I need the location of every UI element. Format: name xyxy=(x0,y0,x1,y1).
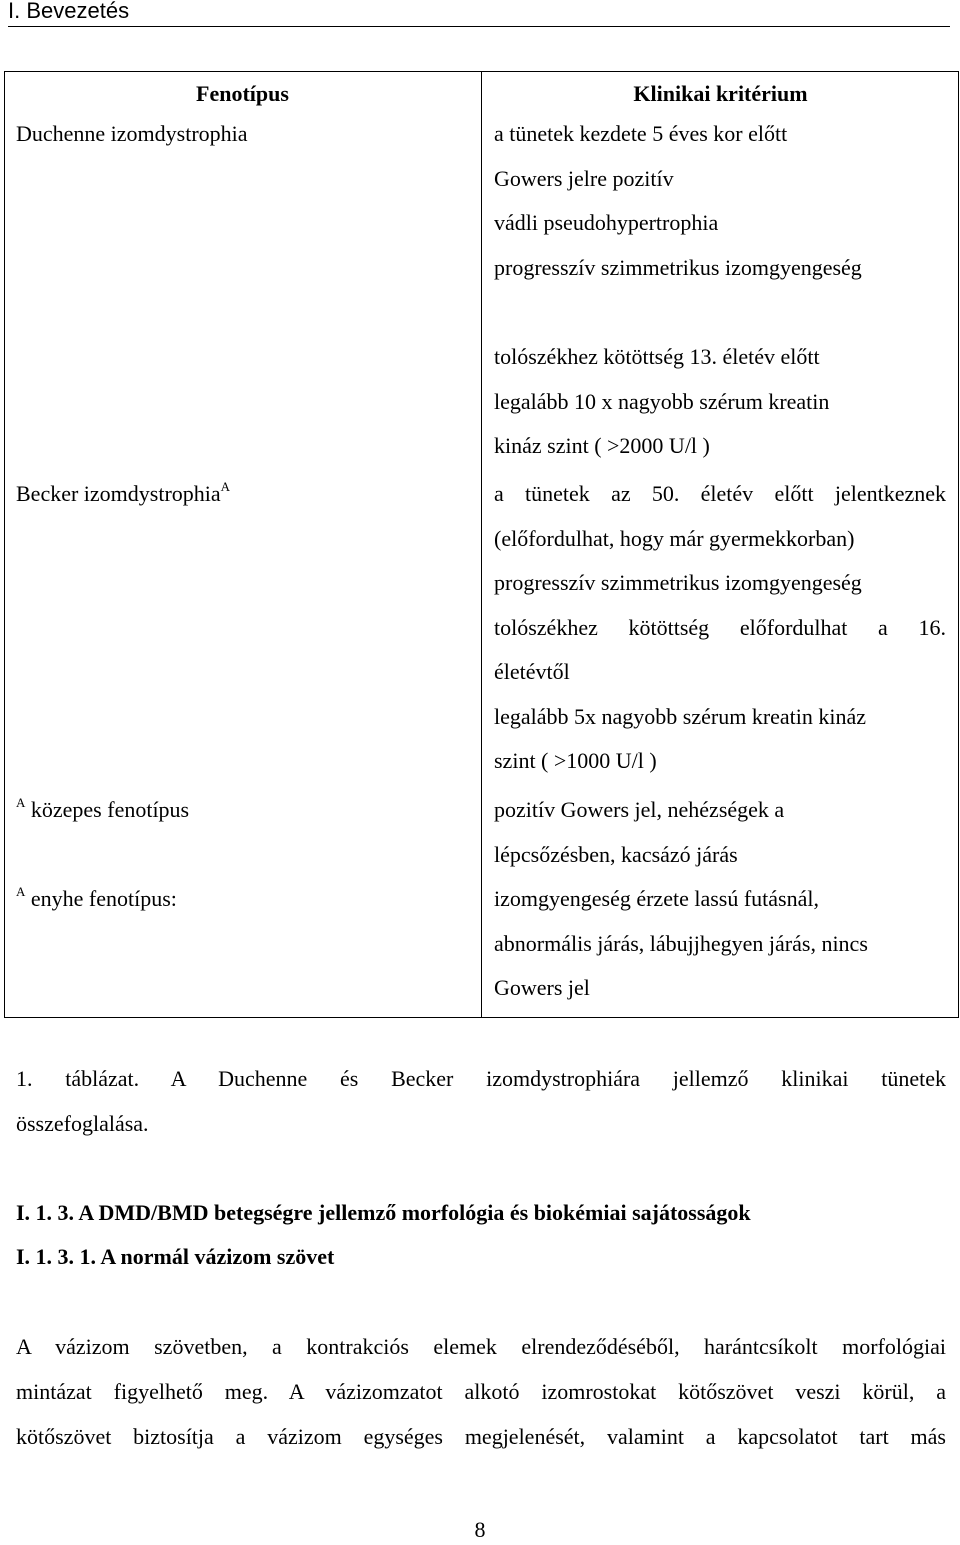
phenotype-mild-label: enyhe fenotípus: xyxy=(30,886,177,911)
section-heading: I. 1. 3. A DMD/BMD betegségre jellemző morfológia és biokémiai sajátosságok xyxy=(16,1200,751,1225)
caption-line: összefoglalása. xyxy=(16,1110,149,1136)
phenotype-moderate-label: közepes fenotípus xyxy=(30,797,190,822)
phenotype-criteria-table xyxy=(4,71,959,1018)
criterion-line: szint ( >1000 U/l ) xyxy=(494,748,657,773)
subsection-heading: I. 1. 3. 1. A normál vázizom szövet xyxy=(16,1244,335,1269)
criterion-line: (előfordulhat, hogy már gyermekkorban) xyxy=(494,525,855,551)
table-caption xyxy=(16,1057,946,1146)
criterion-line: a tünetek kezdete 5 éves kor előtt xyxy=(494,121,788,146)
criterion-line: legalább 10 x nagyobb szérum kreatin xyxy=(494,388,830,414)
phenotype-duchenne: Duchenne izomdystrophia xyxy=(16,121,248,146)
criteria-becker xyxy=(494,472,946,784)
criterion-line: életévtől xyxy=(494,659,570,684)
criterion-line: kináz szint ( >2000 U/l ) xyxy=(494,433,710,458)
criteria-moderate xyxy=(494,788,946,877)
criterion-line: progresszív szimmetrikus izomgyengeség xyxy=(494,254,862,280)
criterion-line: Gowers jelre pozitív xyxy=(494,165,674,191)
criteria-mild xyxy=(494,877,946,1011)
phenotype-mild-sup: A xyxy=(16,884,26,899)
caption-line: 1. táblázat. A Duchenne és Becker izomdystrophiára jellemző klinikai tünetek xyxy=(16,1066,946,1091)
phenotype-moderate xyxy=(16,788,189,833)
criterion-line: a tünetek az 50. életév előtt jelentkeznek xyxy=(494,481,946,506)
col-header-phenotype: Fenotípus xyxy=(196,81,289,106)
paragraph-line: A vázizom szövetben, a kontrakciós elemek elrendeződéséből, harántcsíkolt morfológiai xyxy=(16,1334,946,1359)
phenotype-becker-label: Becker izomdystrophia xyxy=(16,481,221,506)
phenotype-mild xyxy=(16,877,177,922)
page-number: 8 xyxy=(474,1517,486,1542)
criteria-duchenne-group2 xyxy=(494,335,946,469)
phenotype-becker xyxy=(16,472,230,517)
criterion-line: vádli pseudohypertrophia xyxy=(494,210,719,235)
phenotype-becker-sup: A xyxy=(220,479,231,494)
criterion-line: izomgyengeség érzete lassú futásnál, xyxy=(494,886,819,911)
criterion-line: lépcsőzésben, kacsázó járás xyxy=(494,841,738,867)
criterion-line: abnormális járás, lábujjhegyen járás, nincs xyxy=(494,930,868,956)
criterion-line: progresszív szimmetrikus izomgyengeség xyxy=(494,570,862,595)
criterion-line: Gowers jel xyxy=(494,975,590,1000)
header-rule xyxy=(8,26,950,27)
criterion-line: legalább 5x nagyobb szérum kreatin kináz xyxy=(494,703,867,729)
criterion-line: pozitív Gowers jel, nehézségek a xyxy=(494,797,785,822)
criteria-duchenne-group1 xyxy=(494,112,946,290)
paragraph-line: kötőszövet biztosítja a vázizom egységes megjelenését, valamint a kapcsolatot tart más xyxy=(16,1424,946,1449)
col-header-clinical-criterion: Klinikai kritérium xyxy=(633,81,808,106)
body-paragraph xyxy=(16,1324,946,1459)
running-header: I. Bevezetés xyxy=(8,0,130,23)
phenotype-moderate-sup: A xyxy=(16,795,26,810)
paragraph-line: mintázat figyelhető meg. A vázizomzatot alkotó izomrostokat kötőszövet veszi körül, a xyxy=(16,1379,946,1404)
criterion-line: tolószékhez kötöttség előfordulhat a 16. xyxy=(494,614,946,640)
criterion-line: tolószékhez kötöttség 13. életév előtt xyxy=(494,344,820,369)
table-column-divider xyxy=(481,71,482,1018)
